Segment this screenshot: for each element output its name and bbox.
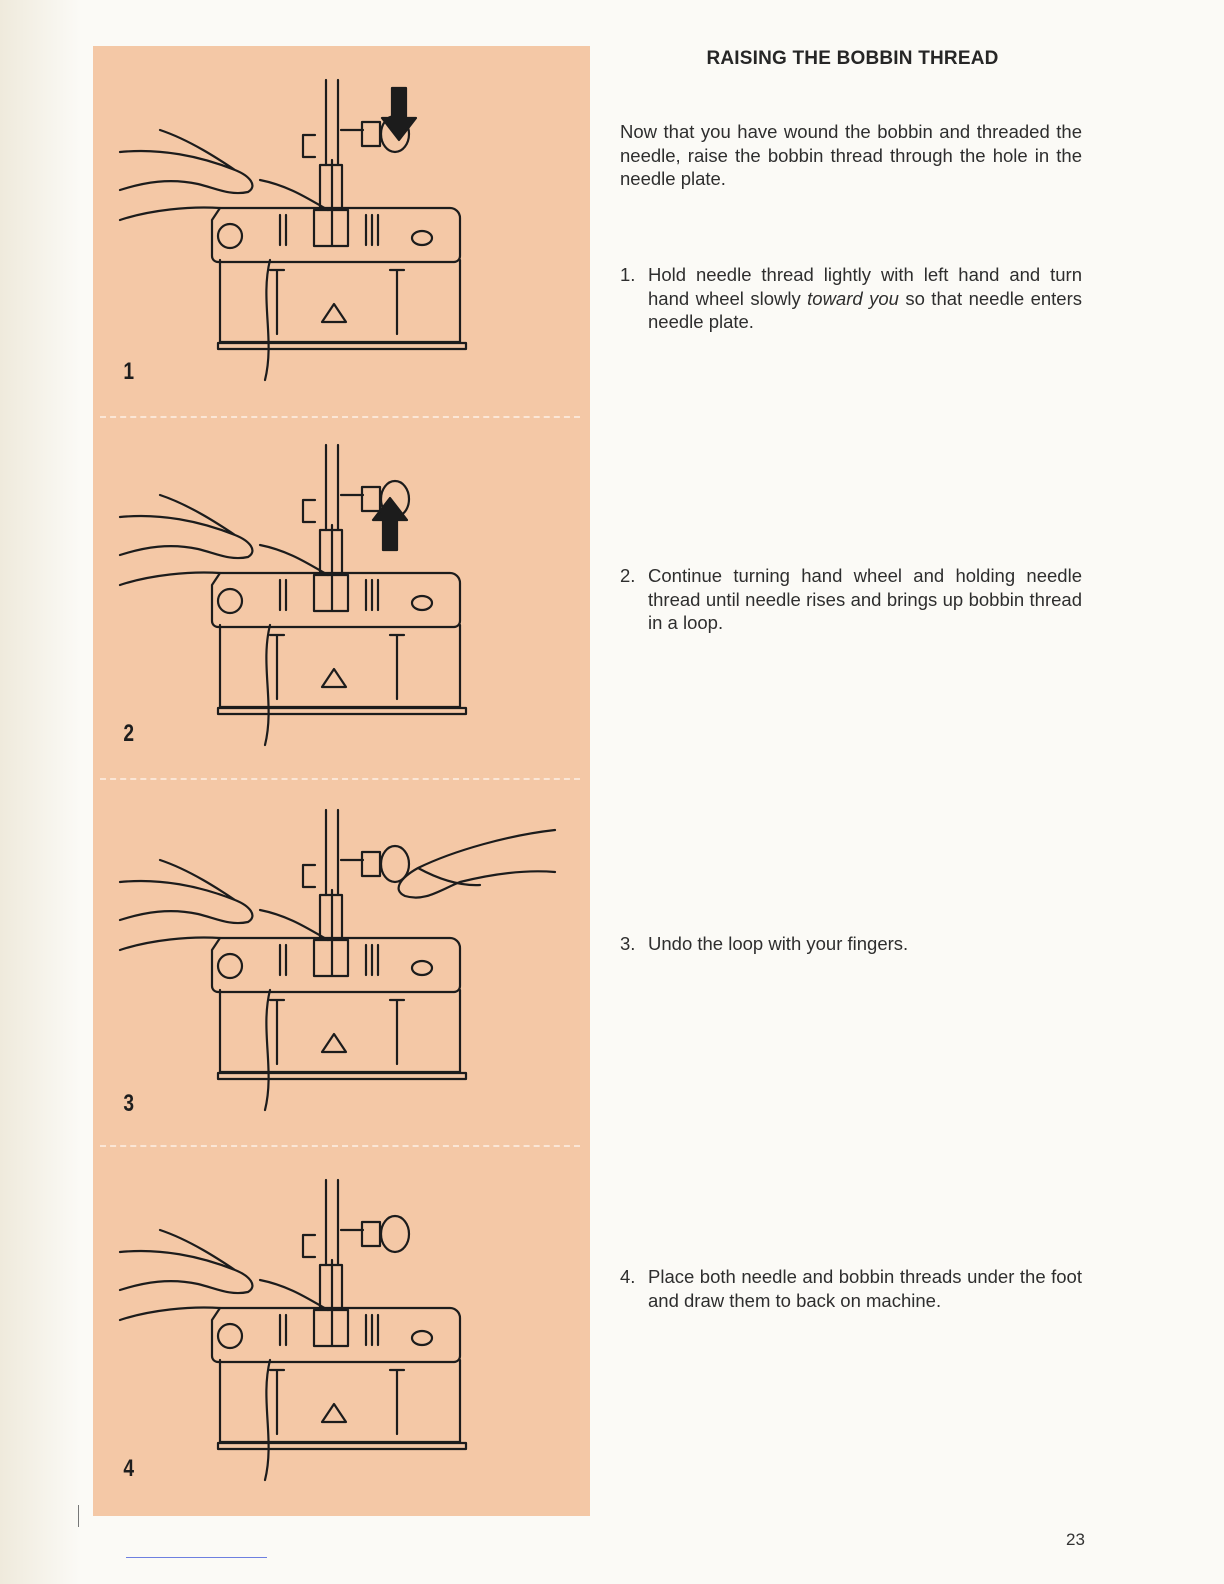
plate-hole-left [218, 954, 242, 978]
step-number: 2. [620, 565, 636, 586]
needle-thread [260, 1280, 328, 1310]
margin-mark [78, 1505, 79, 1527]
bobbin-thread [265, 260, 270, 380]
section-heading: RAISING THE BOBBIN THREAD [706, 48, 999, 69]
intro-paragraph: Now that you have wound the bobbin and threaded the needle, raise the bobbin thread through the hole in the needle plate. [620, 121, 1082, 189]
slide-plate [220, 260, 460, 342]
foot-knob-icon [362, 1216, 409, 1252]
step-text: Place both needle and bobbin threads under the foot and draw them to back on machine. [648, 1266, 1082, 1311]
bobbin-thread [265, 625, 270, 745]
down-arrow-icon [382, 88, 416, 140]
slide-plate [220, 625, 460, 707]
step-text: Continue turning hand wheel and holding needle thread until needle rises and brings up bobbin thread in a loop. [648, 565, 1082, 633]
step-text: Undo the loop with your fingers. [648, 933, 909, 954]
thumb-screw [303, 130, 363, 157]
step-1 [620, 263, 1082, 334]
up-arrow-icon [373, 498, 407, 550]
figure-4-illustration [100, 1160, 580, 1515]
step-2 [620, 564, 1082, 635]
thumb-screw [303, 1230, 363, 1257]
bobbin-thread-illustration-icon [120, 80, 466, 380]
needle-plate [212, 938, 460, 992]
figure-1-label: 1 [123, 358, 135, 385]
left-hand-icon [120, 130, 252, 220]
figure-1-illustration [100, 60, 580, 415]
figure-divider [100, 416, 580, 418]
page-number: 23 [1066, 1530, 1085, 1549]
figure-2-label: 2 [123, 720, 135, 747]
right-hand-icon [399, 830, 555, 898]
needle-bar [326, 80, 338, 245]
figure-divider [100, 1145, 580, 1147]
needle-thread [260, 910, 328, 940]
plate-hole-left [218, 1324, 242, 1348]
step-3 [620, 932, 1082, 956]
bobbin-thread [265, 1360, 270, 1480]
needle-plate [212, 573, 460, 627]
slide-plate [220, 1360, 460, 1442]
bobbin-thread [265, 990, 270, 1110]
left-hand-icon [120, 495, 252, 585]
left-hand-icon [120, 860, 252, 950]
page-edge-shadow [0, 0, 80, 1584]
step-number: 4. [620, 1266, 636, 1287]
triangle-icon [322, 1034, 346, 1052]
triangle-icon [322, 669, 346, 687]
plate-hole-right [412, 961, 432, 975]
thumb-screw [303, 495, 363, 522]
plate-hole-right [412, 596, 432, 610]
thumb-screw [303, 860, 363, 887]
triangle-icon [322, 304, 346, 322]
figure-3-illustration [100, 790, 580, 1145]
needle-thread [260, 180, 328, 210]
needle-bar [326, 1180, 338, 1345]
slide-plate [220, 990, 460, 1072]
bobbin-thread-illustration-icon [120, 445, 466, 745]
figure-3-label: 3 [123, 1090, 135, 1117]
triangle-icon [322, 1404, 346, 1422]
plate-hole-left [218, 589, 242, 613]
plate-hole-right [412, 1331, 432, 1345]
figure-2-illustration [100, 425, 580, 780]
plate-hole-left [218, 224, 242, 248]
needle-plate [212, 208, 460, 262]
step-emphasis: toward you [807, 287, 899, 309]
bobbin-thread-illustration-icon [120, 1180, 466, 1480]
figure-4-label: 4 [123, 1455, 135, 1482]
needle-thread [260, 545, 328, 575]
needle-bar [326, 445, 338, 610]
step-number: 3. [620, 933, 636, 954]
step-number: 1. [620, 264, 636, 285]
foot-knob-icon [362, 846, 409, 882]
step-4 [620, 1265, 1082, 1312]
needle-plate [212, 1308, 460, 1362]
bottom-rule [126, 1557, 267, 1558]
step-text: Hold needle thread lightly with left hand and turn hand wheel slowly toward you so that needle enters needle plate. [648, 264, 1082, 332]
needle-bar [326, 810, 338, 975]
left-hand-icon [120, 1230, 252, 1320]
bobbin-thread-illustration-icon [120, 810, 555, 1110]
plate-hole-right [412, 231, 432, 245]
